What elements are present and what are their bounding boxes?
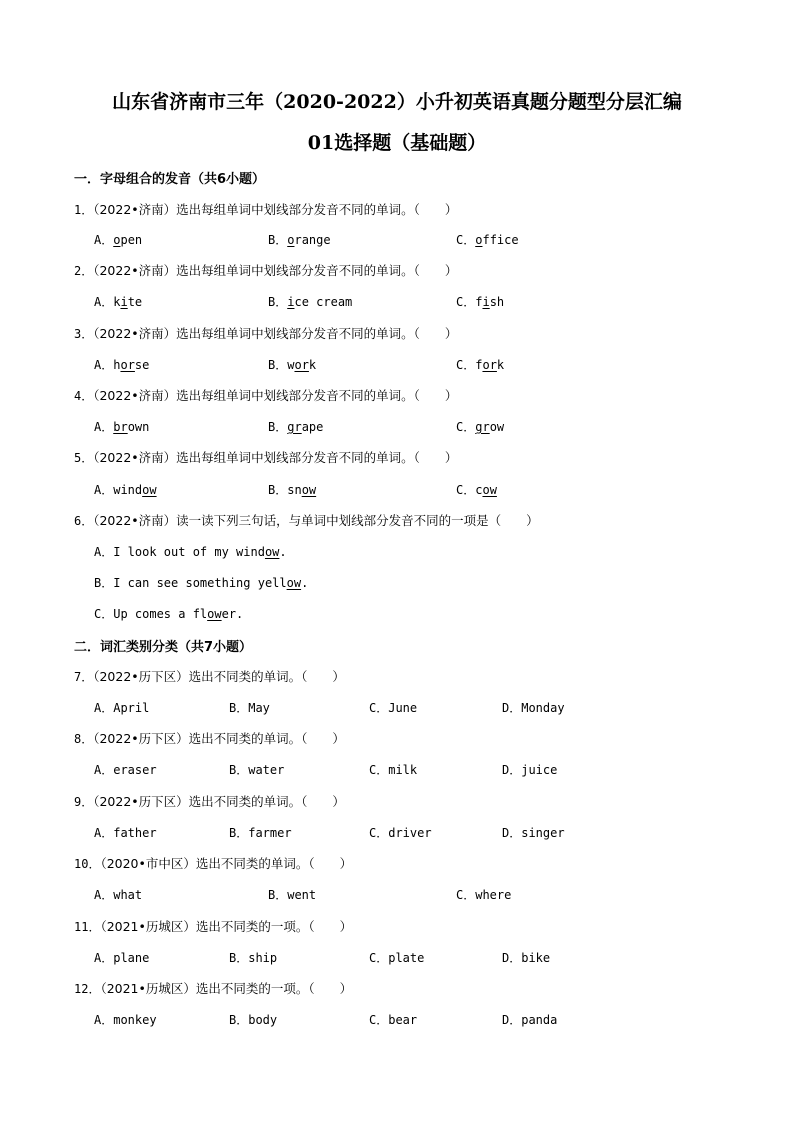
option-pre: f [475, 358, 483, 372]
underlined-part: o [113, 233, 121, 247]
question-stem [74, 386, 457, 404]
option-pre: April [113, 701, 150, 715]
underlined-part: ow [482, 483, 497, 497]
option-c[interactable] [369, 699, 417, 716]
option-letter: A． [94, 701, 114, 715]
option-c[interactable] [456, 293, 504, 310]
option-b[interactable] [268, 356, 316, 373]
underlined-part: i [287, 295, 295, 309]
option-post: er. [221, 607, 244, 621]
question-source: （2022•济南） [93, 202, 177, 217]
option-c[interactable] [369, 761, 417, 778]
question-source: （2022•济南） [93, 450, 177, 465]
question-source: （2022•历下区） [93, 794, 189, 809]
question-stem [74, 979, 352, 997]
option-pre: where [475, 888, 512, 902]
option-a[interactable] [94, 356, 149, 373]
question-source: （2020•市中区） [100, 856, 196, 871]
option-letter: D． [502, 951, 522, 965]
option-post: range [294, 233, 331, 247]
option-pre: w [287, 358, 295, 372]
question-text: 选出每组单词中划线部分发音不同的单词。（ ） [176, 326, 458, 341]
option-pre: June [388, 701, 418, 715]
option-letter: C． [94, 607, 114, 621]
question-text: 选出不同类的一项。（ ） [195, 981, 353, 996]
option-d[interactable] [502, 761, 557, 778]
option-post: . [279, 545, 287, 559]
document-title: 山东省济南市三年（2020-2022）小升初英语真题分题型分层汇编 [112, 91, 682, 113]
option-a[interactable] [94, 418, 149, 435]
question-stem [74, 917, 352, 935]
option-pre: water [248, 763, 285, 777]
question-source: （2022•济南） [93, 263, 177, 278]
option-a[interactable] [94, 293, 142, 310]
option-letter: D． [502, 826, 522, 840]
option-pre: bike [521, 951, 551, 965]
question-text: 选出不同类的单词。（ ） [188, 794, 345, 809]
option-post: ow [489, 420, 505, 434]
underlined-part: or [120, 358, 135, 372]
question-stem [74, 324, 457, 342]
option-post: ffice [482, 233, 519, 247]
underlined-part: i [120, 295, 128, 309]
question-source: （2021•历城区） [100, 981, 196, 996]
option-letter: D． [502, 1013, 522, 1027]
option-letter: A． [94, 420, 114, 434]
question-num: 2． [74, 264, 94, 278]
option-d[interactable] [502, 949, 550, 966]
option-post: te [127, 295, 143, 309]
option-c[interactable] [456, 481, 497, 498]
option-pre: plate [388, 951, 425, 965]
option-letter: B． [268, 358, 288, 372]
option-pre: father [113, 826, 157, 840]
option-letter: A． [94, 951, 114, 965]
question-source: （2022•济南） [93, 326, 177, 341]
option-pre: milk [388, 763, 418, 777]
option-d[interactable] [502, 1011, 557, 1028]
question-stem [74, 261, 457, 279]
option-post: ce cream [294, 295, 353, 309]
option-post: . [301, 576, 309, 590]
option-letter: A． [94, 358, 114, 372]
option-a[interactable] [94, 481, 157, 498]
option-letter: B． [94, 576, 114, 590]
underlined-part: o [287, 233, 295, 247]
option-c[interactable] [456, 418, 504, 435]
option-a[interactable] [94, 231, 142, 248]
question-stem [74, 200, 457, 218]
option-pre: body [248, 1013, 278, 1027]
option-pre: eraser [113, 763, 157, 777]
option-letter: A． [94, 1013, 114, 1027]
question-num: 1． [74, 203, 94, 217]
option-pre: h [113, 358, 121, 372]
section-heading: 二．词汇类别分类（共7小题） [74, 640, 253, 655]
option-pre: Up comes a fl [113, 607, 208, 621]
option-c[interactable] [456, 356, 504, 373]
option-letter: C． [369, 1013, 389, 1027]
option-post: own [127, 420, 150, 434]
option-letter: B． [229, 1013, 249, 1027]
option-pre: f [475, 295, 483, 309]
option-b[interactable] [229, 949, 277, 966]
question-text: 选出不同类的单词。（ ） [188, 669, 345, 684]
option-pre: k [113, 295, 121, 309]
option-pre: wind [113, 483, 143, 497]
option-letter: C． [456, 358, 476, 372]
option-c[interactable] [94, 605, 243, 622]
question-text: 选出每组单词中划线部分发音不同的单词。（ ） [176, 388, 458, 403]
option-c[interactable] [369, 949, 424, 966]
option-letter: C． [456, 233, 476, 247]
question-stem [74, 667, 345, 685]
question-source: （2022•历下区） [93, 731, 189, 746]
option-letter: C． [369, 701, 389, 715]
option-letter: B． [268, 233, 288, 247]
option-b[interactable] [229, 699, 270, 716]
underlined-part: ow [207, 607, 222, 621]
option-a[interactable] [94, 949, 149, 966]
option-post: sh [489, 295, 505, 309]
option-b[interactable] [268, 231, 331, 248]
option-pre: I look out of my wind [113, 545, 265, 559]
question-num: 3． [74, 327, 94, 341]
question-stem [74, 448, 457, 466]
underlined-part: ow [301, 483, 317, 497]
option-a[interactable] [94, 761, 157, 778]
option-pre: went [287, 888, 317, 902]
underlined-part: or [294, 358, 309, 372]
underlined-part: ow [264, 545, 280, 559]
document-subtitle: 01选择题（基础题） [307, 132, 487, 154]
question-text: 选出每组单词中划线部分发音不同的单词。（ ） [176, 202, 458, 217]
option-letter: A． [94, 763, 114, 777]
option-letter: A． [94, 233, 114, 247]
option-a[interactable] [94, 824, 157, 841]
option-letter: B． [229, 763, 249, 777]
question-stem [74, 729, 345, 747]
option-letter: B． [268, 483, 288, 497]
option-post: pen [120, 233, 143, 247]
question-num: 12． [74, 982, 101, 996]
question-text: 选出不同类的单词。（ ） [188, 731, 345, 746]
option-letter: C． [456, 888, 476, 902]
question-text: 读一读下列三句话，与单词中划线部分发音不同的一项是（ ） [176, 513, 539, 528]
option-letter: C． [456, 420, 476, 434]
underlined-part: ow [142, 483, 157, 497]
option-letter: C． [369, 826, 389, 840]
question-stem [74, 854, 352, 872]
option-c[interactable] [369, 1011, 417, 1028]
option-a[interactable] [94, 543, 287, 560]
question-text: 选出每组单词中划线部分发音不同的单词。（ ） [176, 450, 458, 465]
option-pre: singer [521, 826, 565, 840]
option-c[interactable] [456, 231, 519, 248]
option-post: k [496, 358, 505, 372]
option-pre: juice [521, 763, 558, 777]
option-pre: ship [248, 951, 278, 965]
option-pre: I can see something yell [113, 576, 287, 590]
option-letter: B． [268, 420, 288, 434]
option-letter: A． [94, 545, 114, 559]
option-c[interactable] [456, 886, 511, 903]
option-letter: C． [369, 951, 389, 965]
option-letter: D． [502, 701, 522, 715]
option-a[interactable] [94, 1011, 157, 1028]
question-num: 6． [74, 514, 94, 528]
option-letter: B． [229, 951, 249, 965]
underlined-part: or [482, 358, 497, 372]
question-text: 选出不同类的单词。（ ） [195, 856, 353, 871]
question-text: 选出每组单词中划线部分发音不同的单词。（ ） [176, 263, 458, 278]
underlined-part: o [475, 233, 483, 247]
option-letter: C． [369, 763, 389, 777]
question-text: 选出不同类的一项。（ ） [195, 919, 353, 934]
option-letter: A． [94, 826, 114, 840]
option-b[interactable] [229, 824, 292, 841]
underlined-part: gr [287, 420, 302, 434]
question-num: 7． [74, 670, 94, 684]
option-letter: C． [456, 483, 476, 497]
option-d[interactable] [502, 824, 565, 841]
option-pre: May [248, 701, 270, 715]
option-post: se [134, 358, 150, 372]
option-post: ape [301, 420, 324, 434]
option-pre: what [113, 888, 143, 902]
option-b[interactable] [268, 418, 323, 435]
underlined-part: br [113, 420, 128, 434]
option-pre: Monday [521, 701, 565, 715]
question-num: 10． [74, 857, 101, 871]
option-pre: sn [287, 483, 302, 497]
option-post: k [308, 358, 317, 372]
question-num: 11． [74, 920, 101, 934]
option-letter: A． [94, 483, 114, 497]
option-pre: plane [113, 951, 150, 965]
option-pre: monkey [113, 1013, 157, 1027]
option-b[interactable] [268, 293, 352, 310]
underlined-part: ow [286, 576, 302, 590]
question-source: （2022•济南） [93, 513, 177, 528]
option-pre: driver [388, 826, 432, 840]
option-letter: B． [229, 701, 249, 715]
underlined-part: i [482, 295, 490, 309]
option-letter: A． [94, 295, 114, 309]
question-num: 5． [74, 451, 94, 465]
option-a[interactable] [94, 886, 142, 903]
question-stem [74, 511, 539, 529]
question-source: （2022•济南） [93, 388, 177, 403]
option-pre: panda [521, 1013, 558, 1027]
option-letter: D． [502, 763, 522, 777]
question-source: （2022•历下区） [93, 669, 189, 684]
option-pre: c [475, 483, 483, 497]
question-num: 9． [74, 795, 94, 809]
option-d[interactable] [502, 699, 565, 716]
underlined-part: gr [475, 420, 490, 434]
option-b[interactable] [229, 1011, 277, 1028]
option-a[interactable] [94, 699, 149, 716]
option-b[interactable] [268, 886, 316, 903]
option-b[interactable] [94, 574, 308, 591]
option-letter: C． [456, 295, 476, 309]
question-num: 4． [74, 389, 94, 403]
option-b[interactable] [268, 481, 316, 498]
option-letter: B． [268, 888, 288, 902]
question-stem [74, 792, 345, 810]
question-source: （2021•历城区） [100, 919, 196, 934]
option-letter: B． [229, 826, 249, 840]
option-letter: A． [94, 888, 114, 902]
option-b[interactable] [229, 761, 284, 778]
option-pre: bear [388, 1013, 418, 1027]
option-c[interactable] [369, 824, 432, 841]
option-pre: farmer [248, 826, 292, 840]
question-num: 8． [74, 732, 94, 746]
option-letter: B． [268, 295, 288, 309]
section-heading: 一．字母组合的发音（共6小题） [74, 172, 266, 187]
